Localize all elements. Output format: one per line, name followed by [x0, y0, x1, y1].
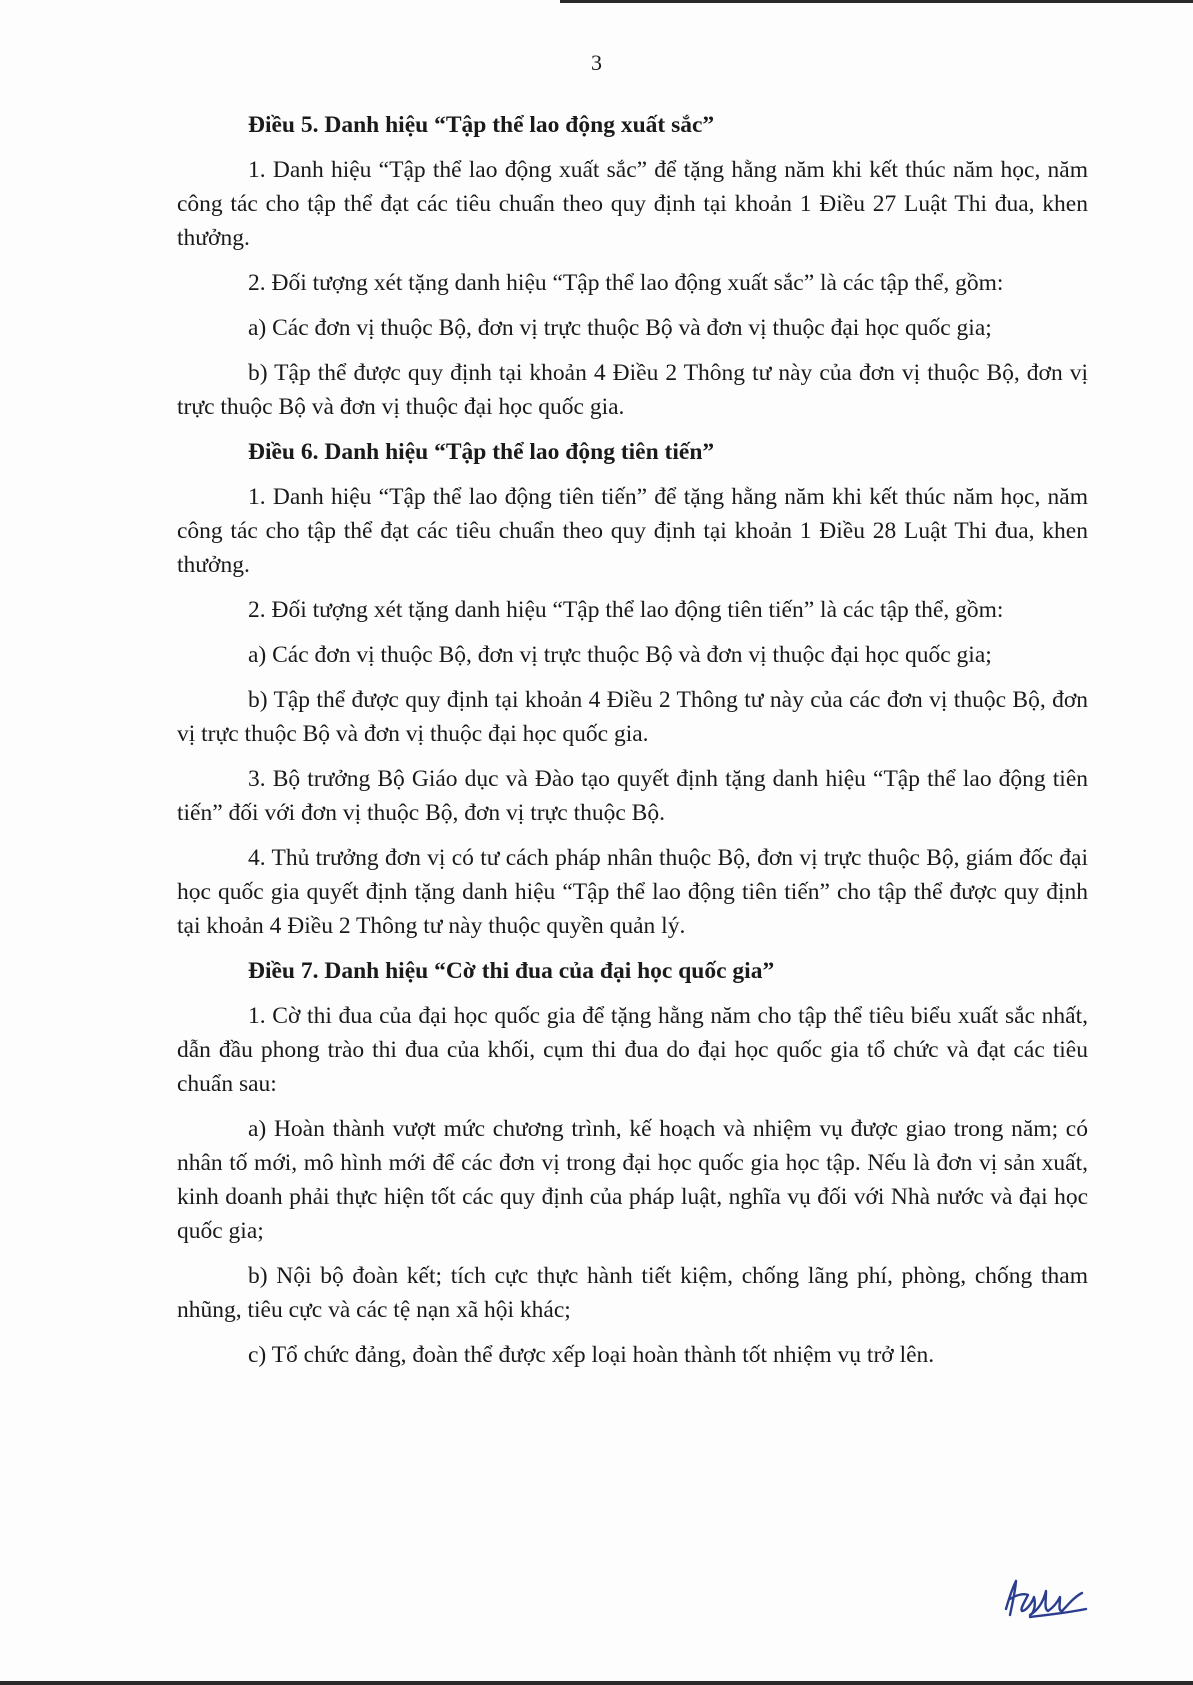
article-6-clause-2b: b) Tập thể được quy định tại khoản 4 Điều 2 Thông tư này của các đơn vị thuộc Bộ, đơn vị trực thuộc Bộ và đơn vị thuộc đại học quốc gia.	[177, 687, 1088, 747]
document-body	[177, 108, 1088, 1383]
scan-edge-bottom	[0, 1681, 1193, 1685]
article-6-clause-1: 1. Danh hiệu “Tập thể lao động tiên tiến” để tặng hằng năm khi kết thúc năm học, năm công tác cho tập thể đạt các tiêu chuẩn theo quy định tại khoản 1 Điều 28 Luật Thi đua, khen thưởng.	[177, 484, 1088, 578]
article-7-heading: Điều 7. Danh hiệu “Cờ thi đua của đại học quốc gia”	[248, 958, 775, 984]
article-6-clause-4: 4. Thủ trưởng đơn vị có tư cách pháp nhân thuộc Bộ, đơn vị trực thuộc Bộ, giám đốc đại học quốc gia quyết định tặng danh hiệu “Tập thể lao động tiên tiến” cho tập thể được quy định tại khoản 4 Điều 2 Thông tư này thuộc quyền quản lý.	[177, 845, 1088, 939]
article-6-heading: Điều 6. Danh hiệu “Tập thể lao động tiên tiến”	[248, 439, 715, 465]
article-6-clause-2: 2. Đối tượng xét tặng danh hiệu “Tập thể lao động tiên tiến” là các tập thể, gồm:	[248, 597, 1004, 623]
article-7-clause-1a: a) Hoàn thành vượt mức chương trình, kế hoạch và nhiệm vụ được giao trong năm; có nhân tố mới, mô hình mới để các đơn vị trong đại học quốc gia học tập. Nếu là đơn vị sản xuất, kinh doanh phải thực hiện tốt các quy định của pháp luật, nghĩa vụ đối với Nhà nước và đại học quốc gia;	[177, 1116, 1088, 1244]
article-6-clause-2a: a) Các đơn vị thuộc Bộ, đơn vị trực thuộc Bộ và đơn vị thuộc đại học quốc gia;	[248, 642, 992, 668]
signature-initials-icon	[1000, 1575, 1090, 1623]
article-7-clause-1: 1. Cờ thi đua của đại học quốc gia để tặng hằng năm cho tập thể tiêu biểu xuất sắc nhất, dẫn đầu phong trào thi đua của khối, cụm thi đua do đại học quốc gia tổ chức và đạt các tiêu chuẩn sau:	[177, 1003, 1088, 1097]
article-5-heading: Điều 5. Danh hiệu “Tập thể lao động xuất sắc”	[248, 112, 715, 138]
article-7-clause-1c: c) Tổ chức đảng, đoàn thể được xếp loại hoàn thành tốt nhiệm vụ trở lên.	[248, 1342, 935, 1368]
article-5-clause-2: 2. Đối tượng xét tặng danh hiệu “Tập thể lao động xuất sắc” là các tập thể, gồm:	[248, 270, 1004, 296]
article-7-clause-1b: b) Nội bộ đoàn kết; tích cực thực hành tiết kiệm, chống lãng phí, phòng, chống tham nhũng, tiêu cực và các tệ nạn xã hội khác;	[177, 1263, 1088, 1323]
article-5-clause-1: 1. Danh hiệu “Tập thể lao động xuất sắc” để tặng hằng năm khi kết thúc năm học, năm công tác cho tập thể đạt các tiêu chuẩn theo quy định tại khoản 1 Điều 27 Luật Thi đua, khen thưởng.	[177, 157, 1088, 251]
article-5-clause-2b: b) Tập thể được quy định tại khoản 4 Điều 2 Thông tư này của đơn vị thuộc Bộ, đơn vị trực thuộc Bộ và đơn vị thuộc đại học quốc gia.	[177, 360, 1088, 420]
article-6-clause-3: 3. Bộ trưởng Bộ Giáo dục và Đào tạo quyết định tặng danh hiệu “Tập thể lao động tiên tiến” đối với đơn vị thuộc Bộ, đơn vị trực thuộc Bộ.	[177, 766, 1088, 826]
article-5-clause-2a: a) Các đơn vị thuộc Bộ, đơn vị trực thuộc Bộ và đơn vị thuộc đại học quốc gia;	[248, 315, 992, 341]
page-number: 3	[591, 50, 602, 75]
scan-edge-top	[560, 0, 1193, 3]
